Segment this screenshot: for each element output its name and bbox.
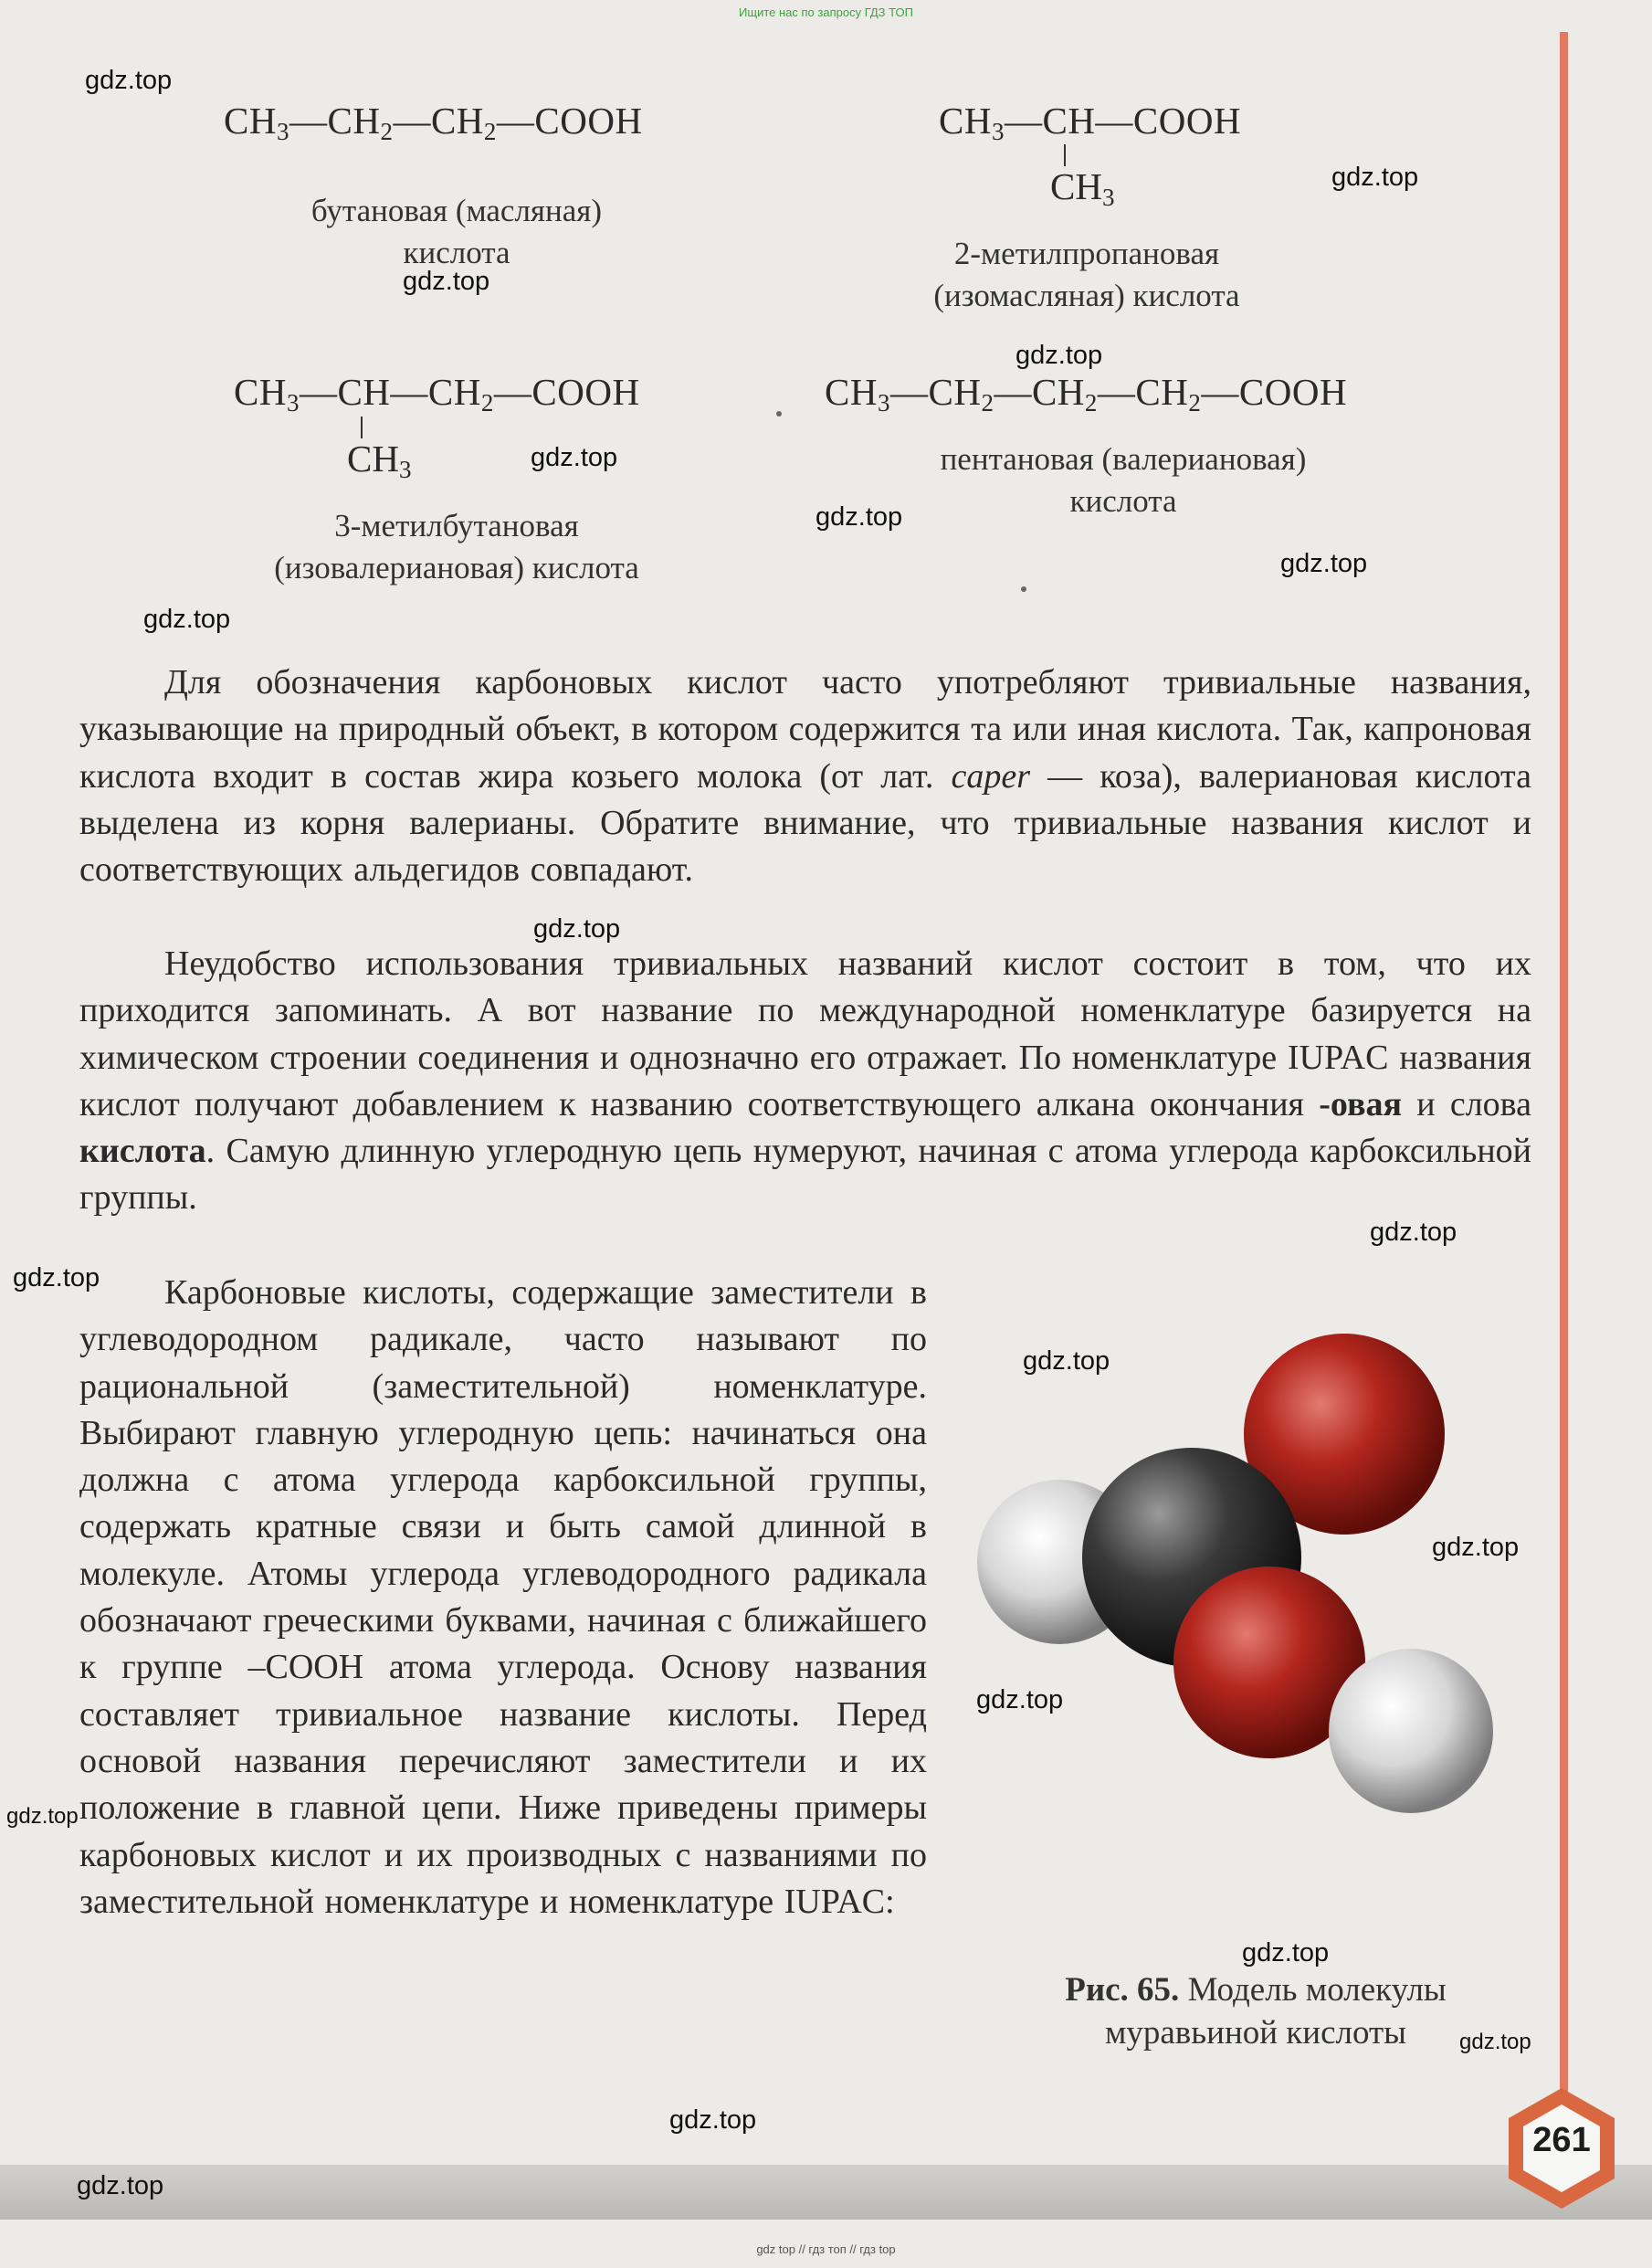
formula-methylbutanoic: $CH_3—CH—CH_2—COOH$ <box>234 371 640 417</box>
watermark: gdz.top <box>143 605 231 634</box>
stray-dot <box>1021 586 1026 592</box>
stray-dot <box>776 411 782 417</box>
figure-caption: Рис. 65. Модель молекулы муравьиной кислоты <box>1065 1971 1447 2052</box>
paragraph-2: Неудобство использования тривиальных названий кислот состоит в том, что их приходится запоминать. А вот название по международной номенклатуре базируется на химическом строении соединения и однозначно его отражает. По номенклатуре IUPAC названия кислот получают добавлением к названию соответствующего алкана окончания -овая и слова кислота. Самую длинную углеродную цепь нумеруют, начиная с атома углерода карбоксильной группы. <box>79 944 1531 1218</box>
watermark: gdz.top <box>815 502 903 532</box>
watermark: gdz.top <box>669 2105 757 2135</box>
branch-bond <box>361 417 363 438</box>
branch-methyl: $CH_3$ <box>1050 165 1115 211</box>
formula-pentanoic: $CH_3—CH_2—CH_2—CH_2—COOH$ <box>825 371 1348 417</box>
label-butanoic: бутановая (масляная) кислота <box>310 193 603 270</box>
watermark: gdz.top <box>1459 2030 1531 2054</box>
bottom-band <box>0 2165 1652 2220</box>
formula-butanoic: $CH_3—CH_2—CH_2—COOH$ <box>224 100 643 145</box>
watermark: gdz.top <box>6 1804 79 1829</box>
watermark: gdz.top <box>1280 549 1368 578</box>
paragraph-3: Карбоновые кислоты, содержащие заместители в углеводородном радикале, часто называют по рациональной (заместительной) номенклатуре. Выбирают главную углеродную цепь: начинаться она должна с атома углерода карбоксильной группы, содержать кратные связи и быть самой длинной в молекуле. Атомы углерода углеводородного радикала обозначают греческими буквами, начиная с ближайшего к группе –СООН атома углерода. Основу названия составляет тривиальное название кислоты. Перед основой названия перечисляют заместители и их положение в главной цепи. Ниже приведены примеры карбоновых кислот и их производных с названиями по заместительной номенклатуре и номенклатуре IUPAC: <box>79 1273 927 1921</box>
watermark: gdz.top <box>1242 1938 1330 1967</box>
watermark: gdz.top <box>1370 1218 1457 1247</box>
right-accent-bar <box>1560 32 1568 2178</box>
watermark: gdz.top <box>531 443 618 472</box>
watermark: gdz.top <box>1023 1346 1110 1376</box>
watermark: gdz.top <box>77 2171 164 2200</box>
watermark: gdz.top <box>533 914 621 944</box>
watermark: gdz.top <box>403 267 490 296</box>
formula-methylpropanoic: $CH_3—CH—COOH$ <box>939 100 1242 145</box>
watermark: gdz.top <box>1432 1533 1520 1562</box>
watermark: gdz.top <box>1331 163 1419 192</box>
watermark: gdz.top <box>976 1685 1064 1714</box>
label-methylpropanoic: 2-метилпропановая (изомасляная) кислота <box>933 236 1240 313</box>
formic-acid-molecule-figure <box>968 1315 1534 1882</box>
branch-bond <box>1064 144 1066 166</box>
branch-methyl: $CH_3$ <box>347 438 412 483</box>
label-methylbutanoic: 3-метилбутановая (изовалериановая) кислота <box>274 508 639 585</box>
watermark: gdz.top <box>1015 341 1103 370</box>
top-banner: Ищите нас по запросу ГДЗ ТОП <box>739 5 913 19</box>
page-number: 261 <box>1532 2121 1591 2159</box>
hydrogen-atom-right <box>1329 1649 1493 1813</box>
label-pentanoic: пентановая (валериановая) кислота <box>940 441 1307 519</box>
watermark: gdz.top <box>13 1263 100 1292</box>
bottom-banner: gdz top // гдз топ // гдз top <box>756 2242 896 2256</box>
watermark: gdz.top <box>85 66 173 95</box>
paragraph-1: Для обозначения карбоновых кислот часто употребляют тривиальные названия, указывающие на природный объект, в котором содержится та или иная кислота. Так, капроновая кислота входит в состав жира козьего молока (от лат. caper — коза), валериановая кислота выделена из корня валерианы. Обратите внимание, что тривиальные названия кислот и соответствующих альдегидов совпадают. <box>79 663 1531 890</box>
